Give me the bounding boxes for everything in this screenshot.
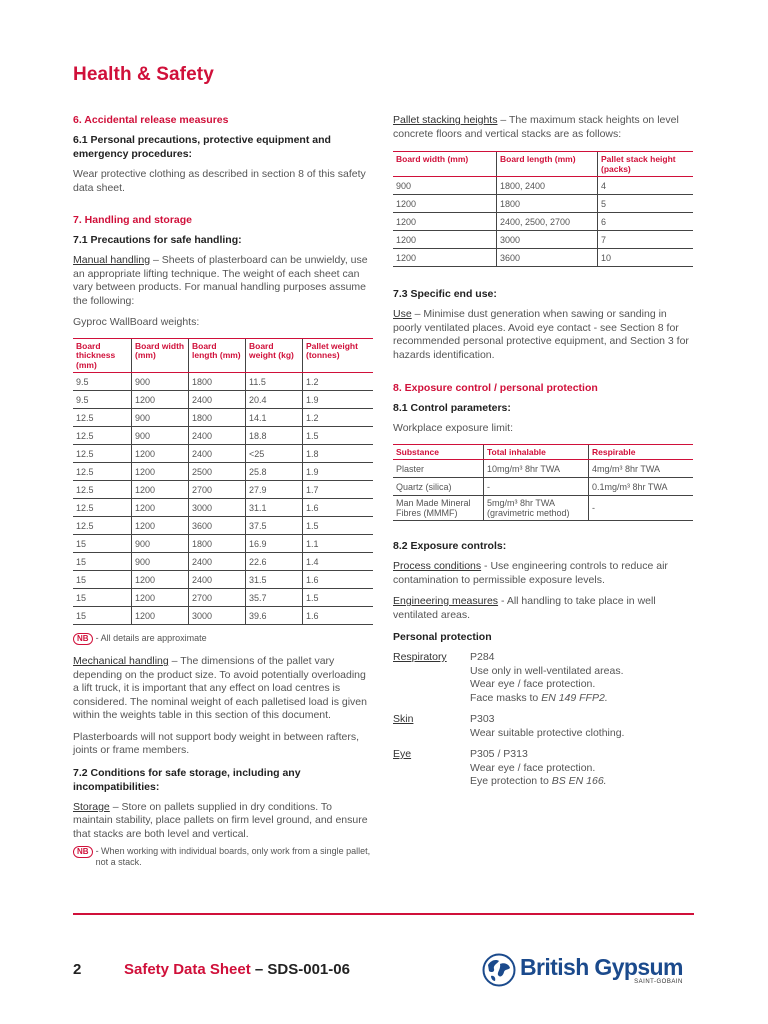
table-cell: 1.5: [303, 427, 374, 445]
weights-caption: Gyproc WallBoard weights:: [73, 316, 200, 328]
table-cell: 1.4: [303, 553, 374, 571]
table-cell: 1800: [189, 535, 246, 553]
section-7-2-heading: 7.2 Conditions for safe storage, including any incompatibilities:: [73, 766, 301, 793]
page-number: 2: [73, 961, 82, 978]
globe-icon: [482, 953, 516, 987]
footer-doc-code: SDS-001-06: [267, 961, 350, 978]
table-cell: 1200: [132, 463, 189, 481]
weights-table-row: [73, 535, 373, 553]
pallet-table-row: [393, 249, 693, 267]
table-cell: 1200: [393, 195, 497, 213]
weights-header-cell: Board width (mm): [132, 338, 189, 373]
table-cell: 18.8: [246, 427, 303, 445]
right-column: [393, 114, 693, 797]
section-6-1-heading: 6.1 Personal precautions, protective equipment and emergency procedures:: [73, 134, 331, 160]
weights-table-row: [73, 553, 373, 571]
section-6-heading: 6. Accidental release measures: [73, 114, 229, 126]
table-cell: 25.8: [246, 463, 303, 481]
table-cell: 1.5: [303, 517, 374, 535]
pallet-stacking-paragraph: [393, 114, 693, 141]
logo-text: British Gypsum: [520, 953, 683, 980]
pp-eye-text: Eye protection to: [470, 775, 552, 787]
mechanical-handling-label: Mechanical handling: [73, 655, 169, 667]
pp-eye-code: P305 / P313: [470, 748, 528, 760]
table-cell: 1200: [132, 445, 189, 463]
weights-table-row: [73, 481, 373, 499]
table-cell: 35.7: [246, 589, 303, 607]
pp-eye-row: [393, 748, 693, 789]
table-cell: 12.5: [73, 481, 132, 499]
table-cell: 1.1: [303, 535, 374, 553]
table-cell: 12.5: [73, 409, 132, 427]
table-cell: 3000: [189, 607, 246, 625]
pp-respiratory-line: Wear eye / face protection.: [470, 678, 596, 690]
footer-doc-title: Safety Data Sheet: [124, 961, 251, 978]
pp-respiratory-code: P284: [470, 651, 495, 663]
weights-table-row: [73, 517, 373, 535]
nb-approximate-note: [73, 633, 373, 645]
section-8-heading: 8. Exposure control / personal protection: [393, 382, 598, 394]
weights-table-row: [73, 445, 373, 463]
table-cell: 1200: [132, 589, 189, 607]
table-cell: 15: [73, 535, 132, 553]
table-cell: 1.2: [303, 409, 374, 427]
pallet-table: [393, 151, 693, 267]
process-conditions-paragraph: [393, 560, 693, 587]
pallet-stacking-text: – The maximum stack heights on level concrete floors and vertical stacks are as follows:: [393, 114, 679, 140]
table-cell: 10: [598, 249, 694, 267]
table-cell: -: [589, 496, 694, 521]
pallet-header-cell: Board width (mm): [393, 152, 497, 177]
table-cell: 1200: [393, 231, 497, 249]
table-cell: 5: [598, 195, 694, 213]
table-cell: 3600: [497, 249, 598, 267]
exposure-header-cell: Respirable: [589, 444, 694, 460]
weights-table-header-row: [73, 338, 373, 373]
logo-subtext: SAINT-GOBAIN: [634, 978, 683, 985]
footer-separator: –: [250, 961, 268, 978]
table-cell: Plaster: [393, 460, 484, 478]
table-cell: 2400, 2500, 2700: [497, 213, 598, 231]
table-cell: 31.1: [246, 499, 303, 517]
table-cell: 1800: [189, 373, 246, 391]
exposure-table: [393, 444, 693, 522]
table-cell: 22.6: [246, 553, 303, 571]
table-cell: 12.5: [73, 445, 132, 463]
mechanical-handling-text: – The dimensions of the pallet vary depending on the product size. To avoid potentially overloading a lift truck, it is important that any effect on load centres is considered. The nominal weight of each palletised load is given within the weights table in this section of this document.: [73, 655, 367, 721]
table-cell: 1.7: [303, 481, 374, 499]
pp-respiratory-text: Face masks to: [470, 691, 542, 704]
table-cell: 15: [73, 571, 132, 589]
table-cell: 2400: [189, 445, 246, 463]
table-cell: 1.9: [303, 391, 374, 409]
footer: [73, 961, 350, 978]
table-cell: 3600: [189, 517, 246, 535]
table-cell: 10mg/m³ 8hr TWA: [484, 460, 589, 478]
section-7-3-heading: 7.3 Specific end use:: [393, 288, 497, 300]
mechanical-handling-paragraph: [73, 655, 373, 723]
footer-divider: [73, 913, 694, 915]
engineering-measures-label: Engineering measures: [393, 595, 499, 607]
table-cell: 1200: [132, 391, 189, 409]
pp-respiratory-standard: EN 149 FFP2.: [541, 691, 608, 704]
table-cell: 37.5: [246, 517, 303, 535]
table-cell: 27.9: [246, 481, 303, 499]
manual-handling-label: Manual handling: [73, 254, 151, 266]
weights-header-cell: Board length (mm): [189, 338, 246, 373]
storage-text: – Store on pallets supplied in dry conditions. To maintain stability, place pallets on firm level ground, and ensure that stacks are both level and vertical.: [73, 800, 368, 840]
table-cell: 2400: [189, 553, 246, 571]
exposure-header-cell: Total inhalable: [484, 444, 589, 460]
section-7-1-heading: 7.1 Precautions for safe handling:: [73, 234, 242, 246]
exposure-table-row: [393, 478, 693, 496]
table-cell: 2400: [189, 391, 246, 409]
weights-header-cell: Board thickness (mm): [73, 338, 132, 373]
weights-table-row: [73, 427, 373, 445]
table-cell: 2400: [189, 571, 246, 589]
table-cell: 1200: [393, 249, 497, 267]
table-cell: 900: [132, 553, 189, 571]
exposure-caption: Workplace exposure limit:: [393, 422, 514, 434]
table-cell: 1.9: [303, 463, 374, 481]
table-cell: 0.1mg/m³ 8hr TWA: [589, 478, 694, 496]
nb-text: - All details are approximate: [95, 633, 207, 643]
pallet-table-header-row: [393, 152, 693, 177]
table-cell: 900: [132, 535, 189, 553]
table-cell: 1.6: [303, 571, 374, 589]
table-cell: 39.6: [246, 607, 303, 625]
page-title: Health & Safety: [73, 64, 214, 85]
manual-handling-text: – Sheets of plasterboard can be unwieldy, use an appropriate lifting technique. The weight of each sheet can vary between products. For manual handling purposes assume the following:: [73, 254, 368, 307]
pp-eye-line: Wear eye / face protection.: [470, 761, 596, 774]
table-cell: 1200: [132, 607, 189, 625]
table-cell: 1800: [497, 195, 598, 213]
pp-skin-code: P303: [470, 713, 495, 725]
pp-eye-line: [470, 775, 607, 789]
use-paragraph: [393, 308, 693, 362]
table-cell: 900: [132, 427, 189, 445]
nb-single-pallet-note: [73, 846, 373, 868]
pp-respiratory-row: [393, 651, 693, 705]
table-cell: 4mg/m³ 8hr TWA: [589, 460, 694, 478]
engineering-measures-text: - All handling to take place in well ventilated areas.: [393, 595, 656, 621]
pp-respiratory-line: Use only in well-ventilated areas.: [470, 664, 624, 677]
weights-table-row: [73, 607, 373, 625]
table-cell: 12.5: [73, 499, 132, 517]
table-cell: 15: [73, 553, 132, 571]
weights-table-row: [73, 391, 373, 409]
exposure-table-header-row: [393, 444, 693, 460]
nb-text: - When working with individual boards, only work from a single pallet, not a stack.: [95, 846, 371, 867]
table-cell: 14.1: [246, 409, 303, 427]
table-cell: 1.2: [303, 373, 374, 391]
weights-table-row: [73, 409, 373, 427]
table-cell: 7: [598, 231, 694, 249]
left-column: [73, 114, 373, 878]
pp-skin-line: Wear suitable protective clothing.: [470, 726, 625, 739]
table-cell: 12.5: [73, 463, 132, 481]
table-cell: 1.8: [303, 445, 374, 463]
table-cell: 900: [132, 373, 189, 391]
pp-respiratory-line: [470, 692, 624, 706]
weights-header-cell: Board weight (kg): [246, 338, 303, 373]
table-cell: 2700: [189, 589, 246, 607]
use-text: – Minimise dust generation when sawing or sanding in poorly ventilated places. Avoid eye contact - see Section 8 for recommended personal protective equipment, and Section 3 for hazards identification.: [393, 308, 689, 361]
section-6-1-text: Wear protective clothing as described in section 8 of this safety data sheet.: [73, 168, 366, 194]
section-7-heading: 7. Handling and storage: [73, 214, 193, 226]
pallet-header-cell: Board length (mm): [497, 152, 598, 177]
table-cell: Quartz (silica): [393, 478, 484, 496]
table-cell: 9.5: [73, 373, 132, 391]
table-cell: Man Made Mineral Fibres (MMMF): [393, 496, 484, 521]
pallet-table-row: [393, 213, 693, 231]
table-cell: 3000: [497, 231, 598, 249]
table-cell: 1200: [393, 213, 497, 231]
table-cell: 31.5: [246, 571, 303, 589]
table-cell: <25: [246, 445, 303, 463]
table-cell: 900: [393, 177, 497, 195]
table-cell: 20.4: [246, 391, 303, 409]
process-conditions-text: - Use engineering controls to reduce air contamination to permissible exposure levels.: [393, 560, 668, 586]
personal-protection-heading: Personal protection: [393, 631, 492, 643]
pp-skin-row: [393, 713, 693, 740]
table-cell: 1200: [132, 499, 189, 517]
table-cell: 16.9: [246, 535, 303, 553]
table-cell: 12.5: [73, 517, 132, 535]
table-cell: 1800, 2400: [497, 177, 598, 195]
table-cell: 3000: [189, 499, 246, 517]
table-cell: 2700: [189, 481, 246, 499]
body-weight-paragraph: Plasterboards will not support body weight in between rafters, joints or frame members.: [73, 730, 359, 756]
pallet-table-row: [393, 231, 693, 249]
exposure-header-cell: Substance: [393, 444, 484, 460]
british-gypsum-logo: [482, 953, 683, 987]
weights-table-row: [73, 499, 373, 517]
weights-table: [73, 338, 373, 626]
use-label: Use: [393, 308, 412, 320]
table-cell: 1200: [132, 481, 189, 499]
pallet-stacking-label: Pallet stacking heights: [393, 114, 498, 126]
table-cell: 2500: [189, 463, 246, 481]
storage-label: Storage: [73, 800, 110, 813]
exposure-table-row: [393, 496, 693, 521]
section-8-1-heading: 8.1 Control parameters:: [393, 402, 511, 414]
pp-eye-standard: BS EN 166.: [551, 775, 607, 787]
table-cell: 4: [598, 177, 694, 195]
table-cell: 1200: [132, 517, 189, 535]
table-cell: 11.5: [246, 373, 303, 391]
process-conditions-label: Process conditions: [393, 560, 482, 572]
table-cell: 15: [73, 607, 132, 625]
table-cell: 1200: [132, 571, 189, 589]
pallet-header-cell: Pallet stack height (packs): [598, 152, 694, 177]
pallet-table-row: [393, 177, 693, 195]
pallet-table-row: [393, 195, 693, 213]
table-cell: 1.5: [303, 589, 374, 607]
table-cell: 900: [132, 409, 189, 427]
table-cell: 15: [73, 589, 132, 607]
weights-table-row: [73, 589, 373, 607]
manual-handling-paragraph: [73, 254, 373, 308]
section-8-2-heading: 8.2 Exposure controls:: [393, 540, 507, 552]
nb-badge: NB: [73, 846, 93, 858]
weights-table-row: [73, 571, 373, 589]
table-cell: 1.6: [303, 499, 374, 517]
weights-table-row: [73, 463, 373, 481]
table-cell: 12.5: [73, 427, 132, 445]
pp-eye-label: Eye: [393, 748, 412, 760]
engineering-measures-paragraph: [393, 595, 693, 622]
weights-header-cell: Pallet weight (tonnes): [303, 338, 374, 373]
table-cell: 1.6: [303, 607, 374, 625]
table-cell: 6: [598, 213, 694, 231]
table-cell: 9.5: [73, 391, 132, 409]
pp-respiratory-label: Respiratory: [393, 651, 447, 663]
nb-badge: NB: [73, 633, 93, 645]
table-cell: 5mg/m³ 8hr TWA (gravimetric method): [484, 496, 589, 521]
exposure-table-row: [393, 460, 693, 478]
table-cell: 1800: [189, 409, 246, 427]
storage-paragraph: [73, 801, 373, 842]
pp-skin-label: Skin: [393, 713, 414, 725]
weights-table-row: [73, 373, 373, 391]
table-cell: -: [484, 478, 589, 496]
table-cell: 2400: [189, 427, 246, 445]
